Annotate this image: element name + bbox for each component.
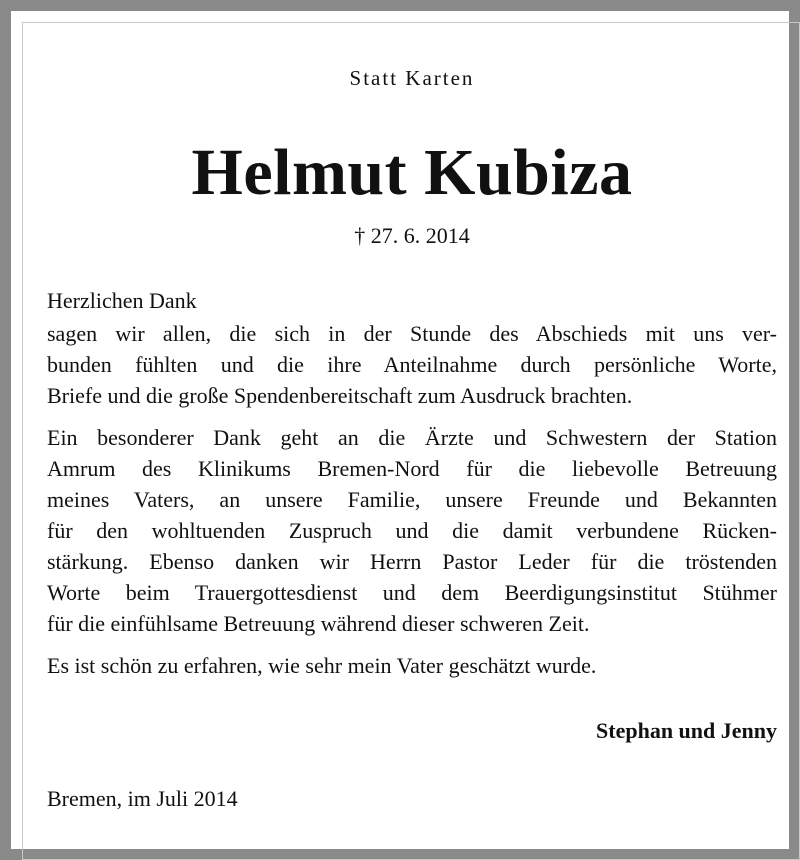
notice-body — [47, 318, 777, 692]
paragraph-special-thanks — [47, 422, 777, 639]
intro-text: Statt Karten — [349, 66, 475, 90]
text-line: bunden fühlten und die ihre Anteilnahme durch persönliche Worte, — [47, 352, 777, 377]
paragraph-closing: Es ist schön zu erfahren, wie sehr mein Vater geschätzt wurde. — [47, 653, 597, 678]
place-date: Bremen, im Juli 2014 — [47, 786, 238, 811]
greeting: Herzlichen Dank — [47, 288, 197, 313]
text-line: meines Vaters, an unsere Familie, unsere Freunde und Bekannten — [47, 487, 777, 512]
signature: Stephan und Jenny — [596, 718, 777, 743]
text-line: für den wohltuenden Zuspruch und die damit verbundene Rücken- — [47, 518, 777, 543]
deceased-name: Helmut Kubiza — [191, 136, 633, 209]
text-line: Amrum des Klinikums Bremen-Nord für die liebevolle Betreuung — [47, 456, 777, 481]
paragraph-thanks — [47, 318, 777, 411]
death-date: † 27. 6. 2014 — [354, 223, 470, 248]
text-line: Ein besonderer Dank geht an die Ärzte und Schwestern der Station — [47, 425, 777, 450]
text-line: Briefe und die große Spendenbereitschaft zum Ausdruck brachten. — [47, 383, 633, 408]
text-line: Worte beim Trauergottesdienst und dem Beerdigungsinstitut Stühmer — [47, 580, 777, 605]
text-line: stärkung. Ebenso danken wir Herrn Pastor Leder für die tröstenden — [47, 549, 777, 574]
text-line: sagen wir allen, die sich in der Stunde des Abschieds mit uns ver- — [47, 321, 777, 346]
text-line: für die einfühlsame Betreuung während dieser schweren Zeit. — [47, 611, 590, 636]
